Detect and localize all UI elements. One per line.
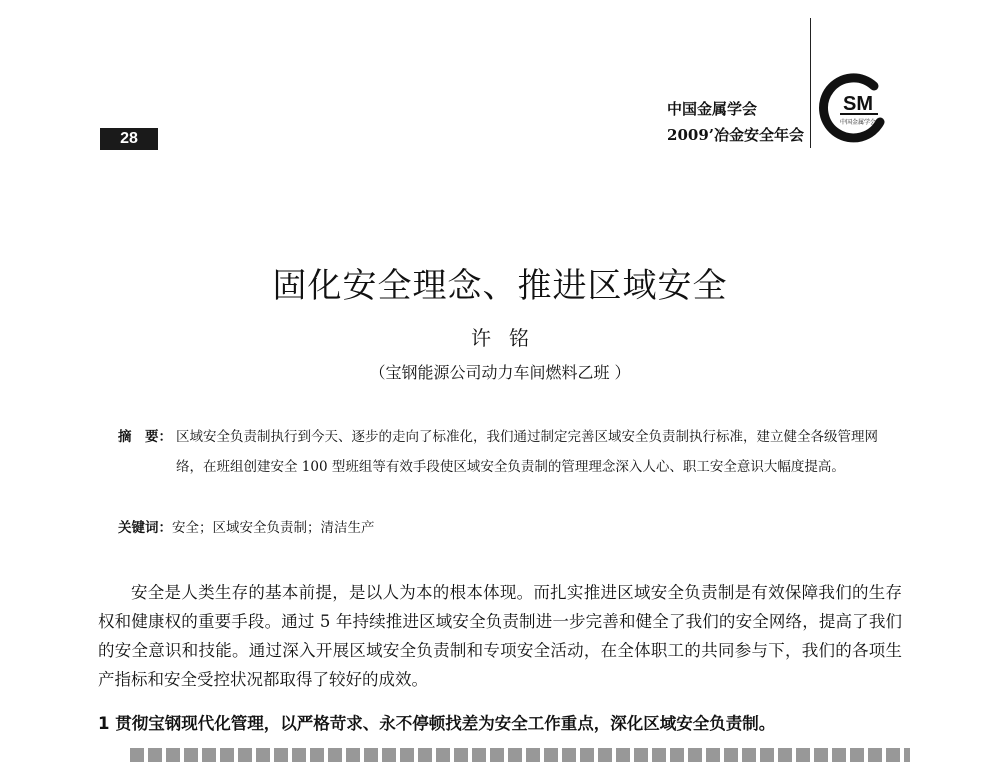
- abstract-text: 区域安全负责制执行到今天、逐步的走向了标准化，我们通过制定完善区域安全负责制执行标准，建立健全各级管理网络，在班组创建安全 100 型班组等有效手段使区域安全负责制的管理理念深入人心、职工安全意识大幅度提高。: [176, 429, 878, 475]
- body-text: [98, 578, 902, 694]
- author-affiliation: （宝钢能源公司动力车间燃料乙班 ）: [369, 363, 631, 382]
- logo-glyph: SM: [843, 93, 873, 115]
- society-name: 中国金属学会: [667, 100, 758, 118]
- page-number: 28: [100, 128, 158, 150]
- article-title: 固化安全理念、推进区域安全: [272, 266, 728, 306]
- keywords-text: 安全；区域安全负责制；清洁生产: [172, 520, 375, 536]
- conference-name: 2009’冶金安全年会: [667, 126, 804, 144]
- body-paragraph: 安全是人类生存的基本前提，是以人为本的根本体现。而扎实推进区域安全负责制是有效保障我们的生存权和健康权的重要手段。通过 5 年持续推进区域安全负责制进一步完善和健全了我们的安全网络，提高了我们的安全意识和技能。通过深入开展区域安全负责制和专项安全活动，在全体职工的共同参与下，我们的各项生产指标和安全受控状况都取得了较好的成效。: [98, 583, 902, 689]
- article-author: 许铭: [471, 326, 547, 350]
- keywords-block: [118, 516, 375, 536]
- abstract-label: 摘 要：: [118, 429, 172, 445]
- abstract-block: [118, 422, 888, 482]
- conference-header: [667, 96, 804, 148]
- header-divider: [810, 18, 811, 148]
- society-logo: [818, 72, 894, 148]
- section-heading: 1 贯彻宝钢现代化管理，以严格苛求、永不停顿找差为安全工作重点，深化区域安全负责制。: [98, 714, 776, 733]
- logo-caption: 中国金属学会: [839, 119, 877, 126]
- keywords-label: 关键词：: [118, 520, 172, 536]
